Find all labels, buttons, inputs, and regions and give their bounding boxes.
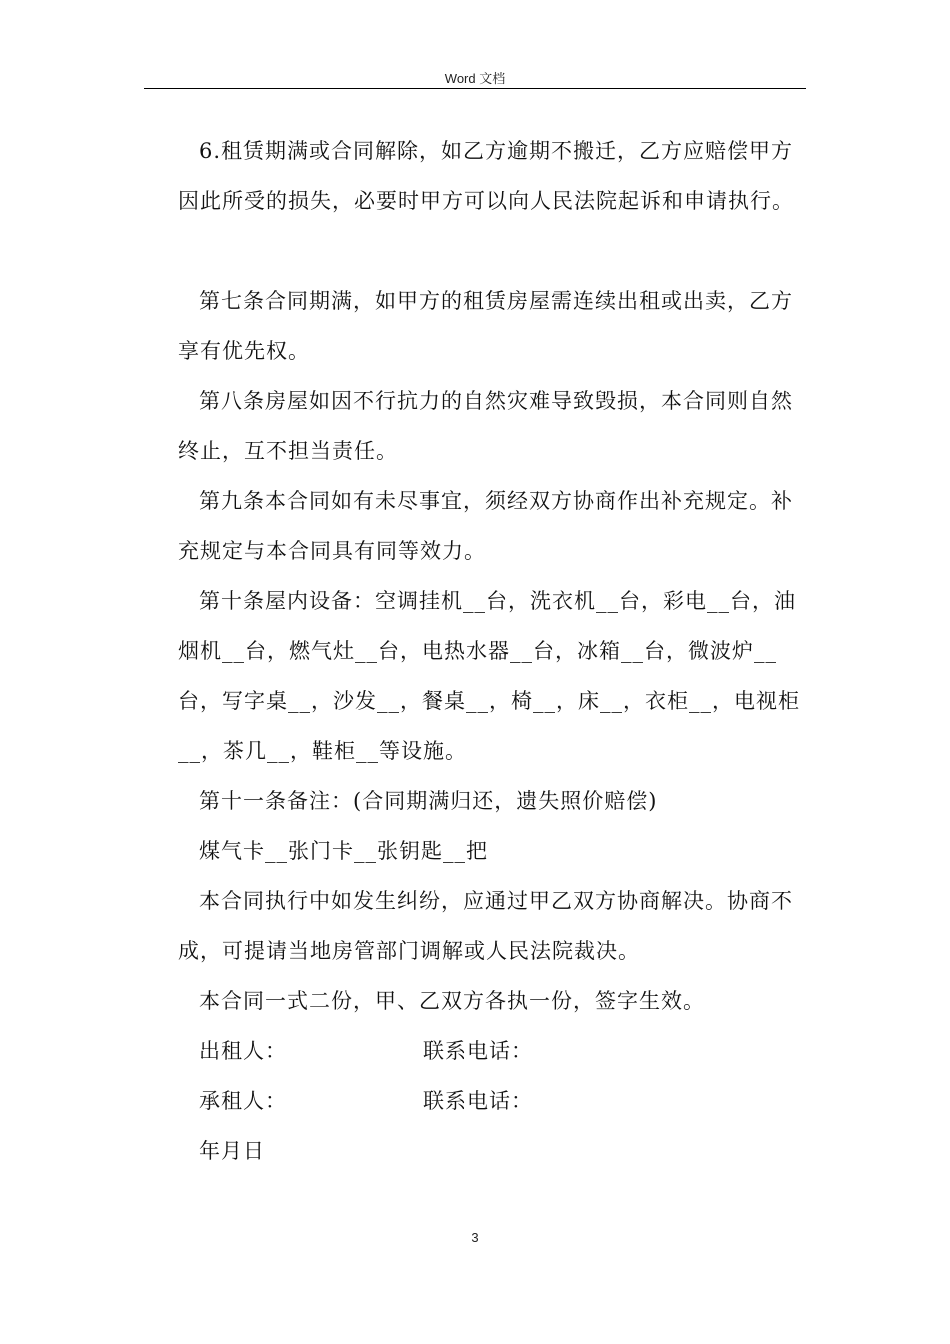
page-header: Word 文档 [444, 71, 506, 86]
lessor-phone-label: 联系电话： [423, 1039, 533, 1063]
article-7-paragraph: 第七条合同期满，如甲方的租赁房屋需连续出租或出卖，乙方享有优先权。 [178, 289, 793, 363]
article-8-paragraph: 第八条房屋如因不行抗力的自然灾难导致毁损，本合同则自然终止，互不担当责任。 [178, 389, 793, 463]
dispute-paragraph: 本合同执行中如发生纠纷，应通过甲乙双方协商解决。协商不成，可提请当地房管部门调解或人民法院裁决。 [178, 889, 793, 963]
date-line: 年月日 [199, 1139, 265, 1163]
article-10-paragraph: 第十条屋内设备：空调挂机__台，洗衣机__台，彩电__台，油烟机__台，燃气灶__台，电热水器__台，冰箱__台，微波炉__台，写字桌__，沙发__，餐桌__，椅__，床__，衣柜__，电视柜__，茶几__，鞋柜__等设施。 [178, 589, 800, 763]
lessee-label: 承租人： [199, 1089, 287, 1113]
document-body [178, 126, 814, 1176]
lessor-label: 出租人： [199, 1039, 287, 1063]
paragraph-spacer [178, 226, 814, 276]
header-divider [144, 88, 806, 89]
article-11-paragraph: 第十一条备注：(合同期满归还，遗失照价赔偿) [199, 789, 658, 813]
page-number: 3 [471, 1230, 479, 1245]
keys-cards-paragraph: 煤气卡__张门卡__张钥匙__把 [199, 839, 488, 863]
lessee-row [178, 1076, 814, 1126]
lessee-phone-label: 联系电话： [423, 1089, 533, 1113]
copies-paragraph: 本合同一式二份，甲、乙双方各执一份，签字生效。 [199, 989, 705, 1013]
article-9-paragraph: 第九条本合同如有未尽事宜，须经双方协商作出补充规定。补充规定与本合同具有同等效力。 [178, 489, 793, 563]
clause-6-paragraph: 6.租赁期满或合同解除，如乙方逾期不搬迁，乙方应赔偿甲方因此所受的损失，必要时甲方可以向人民法院起诉和申请执行。 [178, 139, 794, 213]
lessor-row [178, 1026, 814, 1076]
